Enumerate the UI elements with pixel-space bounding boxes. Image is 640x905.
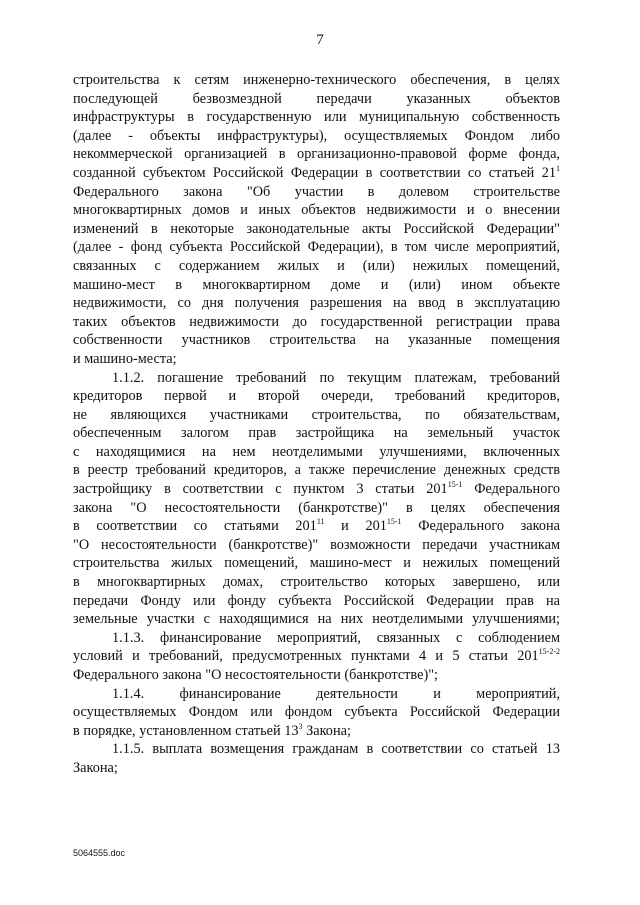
text-line <box>73 369 560 388</box>
text-line <box>73 517 560 536</box>
text-segment: таких объектов недвижимости до государственной регистрации права <box>73 313 560 330</box>
text-line <box>73 164 560 183</box>
text-segment: не являющихся участниками строительства, по обязательствам, <box>73 406 560 423</box>
text-segment: Федерального <box>462 481 560 498</box>
text-line <box>73 183 560 202</box>
superscript: 11 <box>316 517 325 527</box>
text-segment: обеспеченным залогом прав застройщика на земельный участок <box>73 425 560 442</box>
text-line <box>73 201 560 220</box>
text-segment: Закона; <box>302 722 351 739</box>
document-body <box>73 71 560 778</box>
text-segment: осуществляемых Фондом или фондом субъекта Российской Федерации <box>73 704 560 721</box>
text-line <box>73 759 560 778</box>
text-segment: связанных с содержанием жилых и (или) нежилых помещений, <box>73 257 560 274</box>
text-line <box>73 127 560 146</box>
text-line <box>73 685 560 704</box>
text-segment: 1.1.3. финансирование мероприятий, связанных с соблюдением <box>112 629 560 646</box>
text-line <box>73 647 560 666</box>
text-segment: условий и требований, предусмотренных пунктами 4 и 5 статьи 201 <box>73 648 539 665</box>
text-line <box>73 443 560 462</box>
text-line <box>73 313 560 332</box>
superscript: 15-1 <box>447 480 463 490</box>
text-segment: строительства жилых помещений, машино-мест и нежилых помещений <box>73 555 560 572</box>
page-number: 7 <box>316 32 324 48</box>
text-segment: собственности участников строительства на указанные помещения <box>73 332 560 349</box>
text-line <box>73 238 560 257</box>
text-line <box>73 331 560 350</box>
text-segment: последующей безвозмездной передачи указанных объектов <box>73 90 560 107</box>
text-segment: некоммерческой организацией в организационно-правовой форме фонда, <box>73 146 560 163</box>
text-segment: застройщику в соответствии с пунктом 3 статьи 201 <box>73 481 448 498</box>
superscript: 15-2-2 <box>538 647 560 657</box>
text-line <box>73 722 560 741</box>
text-line <box>73 424 560 443</box>
text-segment: земельные участки с находящимися на них неотделимыми улучшениями; <box>73 611 560 628</box>
text-line <box>73 257 560 276</box>
superscript: 15-1 <box>386 517 402 527</box>
text-line <box>73 71 560 90</box>
text-segment: инфраструктуры в государственную или муниципальную собственность <box>73 109 560 126</box>
text-line <box>73 480 560 499</box>
text-segment: созданной субъектом Российской Федерации в соответствии со статьей 21 <box>73 164 556 181</box>
text-segment: в многоквартирных домах, строительство которых завершено, или <box>73 574 560 591</box>
text-segment: передачи Фонду или фонду субъекта Российской Федерации прав на <box>73 592 560 609</box>
text-segment: изменений в некоторые законодательные акты Российской Федерации" <box>73 220 560 237</box>
text-line <box>73 108 560 127</box>
text-segment: Закона; <box>73 759 118 776</box>
superscript: 1 <box>556 163 560 173</box>
text-segment: многоквартирных домов и иных объектов недвижимости и о внесении <box>73 202 560 219</box>
text-segment: в порядке, установленном статьей 13 <box>73 722 299 739</box>
text-line <box>73 406 560 425</box>
text-line <box>73 461 560 480</box>
text-line <box>73 592 560 611</box>
text-segment: (далее - объекты инфраструктуры), осуществляемых Фондом либо <box>73 127 560 144</box>
text-segment: 1.1.4. финансирование деятельности и мероприятий, <box>112 685 560 702</box>
text-line <box>73 666 560 685</box>
text-line <box>73 294 560 313</box>
text-line <box>73 220 560 239</box>
text-segment: (далее - фонд субъекта Российской Федерации), в том числе мероприятий, <box>73 239 560 256</box>
text-line <box>73 554 560 573</box>
text-segment: в реестр требований кредиторов, а также перечисление денежных средств <box>73 462 560 479</box>
text-segment: с находящимися на нем неотделимыми улучшениями, включенных <box>73 443 560 460</box>
text-line <box>73 703 560 722</box>
text-segment: кредиторов первой и второй очереди, требований кредиторов, <box>73 388 560 405</box>
superscript: 3 <box>298 721 303 731</box>
text-segment: "О несостоятельности (банкротстве)" возможности передачи участникам <box>73 536 560 553</box>
text-line <box>73 90 560 109</box>
text-segment: недвижимости, со дня получения разрешения на ввод в эксплуатацию <box>73 295 560 312</box>
text-segment: машино-мест в многоквартирном доме и (или) ином объекте <box>73 276 560 293</box>
text-segment: в соответствии со статьями 201 <box>73 518 317 535</box>
text-segment: закона "О несостоятельности (банкротстве)" в целях обеспечения <box>73 499 560 516</box>
text-segment: 1.1.5. выплата возмещения гражданам в соответствии со статьей 13 <box>112 741 560 758</box>
text-segment: Федерального закона "Об участии в долевом строительстве <box>73 183 560 200</box>
text-line <box>73 610 560 629</box>
text-line <box>73 573 560 592</box>
text-line <box>73 740 560 759</box>
text-line <box>73 387 560 406</box>
text-line <box>73 276 560 295</box>
text-segment: и машино-места; <box>73 350 177 367</box>
text-line <box>73 536 560 555</box>
footer-file-code: 5064555.doc <box>73 848 126 858</box>
text-segment: и 201 <box>324 518 387 535</box>
text-segment: 1.1.2. погашение требований по текущим платежам, требований <box>112 369 560 386</box>
text-segment: Федерального закона <box>401 518 560 535</box>
text-segment: строительства к сетям инженерно-технического обеспечения, в целях <box>73 72 560 88</box>
text-segment: Федерального закона "О несостоятельности (банкротстве)"; <box>73 667 439 683</box>
text-line <box>73 499 560 518</box>
text-line <box>73 629 560 648</box>
text-line <box>73 145 560 164</box>
text-line <box>73 350 560 369</box>
